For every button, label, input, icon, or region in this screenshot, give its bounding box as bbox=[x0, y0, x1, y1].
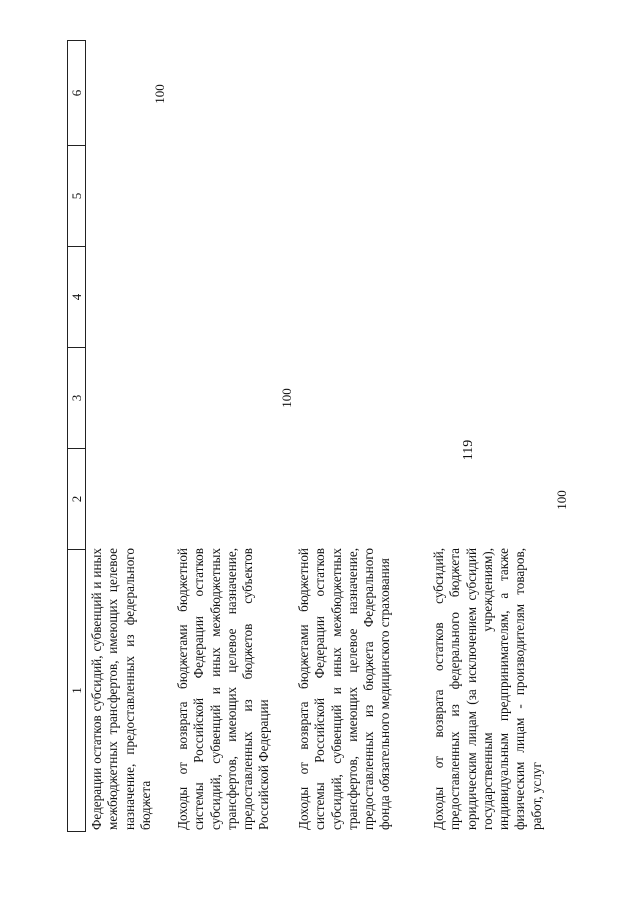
row-3-description: Доходы от возврата бюджетами бюджетной системы Российской Федерации остатков субсидий, субвенций и иных межбюджетных трансфертов, имеющих целевое назначение, предоставленных из бюджета Федерального фонда обязательного медицинского страхования bbox=[296, 548, 393, 830]
row-4-value-col2: 100 bbox=[554, 490, 569, 510]
header-col-3: 3 bbox=[68, 347, 85, 448]
header-col-1: 1 bbox=[68, 549, 85, 831]
row-2-value-col3: 100 bbox=[279, 388, 294, 408]
header-col-2: 2 bbox=[68, 448, 85, 549]
row-1-description: Федерации остатков субсидий, субвенций и иных межбюджетных трансфертов, имеющих целевое назначение, предоставленных из федерального бюджета bbox=[89, 548, 153, 830]
row-2-description: Доходы от возврата бюджетами бюджетной системы Российской Федерации остатков субсидий, субвенций и иных межбюджетных трансфертов, имеющих целевое назначение, предоставленных из бюджетов субъектов Российской Федерации bbox=[175, 548, 272, 830]
table-header bbox=[67, 40, 86, 832]
header-col-5: 5 bbox=[68, 145, 85, 246]
page-number: 119 bbox=[461, 439, 476, 461]
header-col-4: 4 bbox=[68, 246, 85, 347]
row-1-value-col6: 100 bbox=[152, 84, 167, 104]
row-4-description: Доходы от возврата остатков субсидий, предоставленных из федерального бюджета юридическим лицам (за исключением субсидий государственным учреждениям), индивидуальным предпринимателям, а также физическим лицам - производителям товаров, работ, услуг bbox=[431, 548, 544, 830]
header-col-6: 6 bbox=[69, 89, 84, 97]
rotated-table bbox=[67, 40, 597, 832]
